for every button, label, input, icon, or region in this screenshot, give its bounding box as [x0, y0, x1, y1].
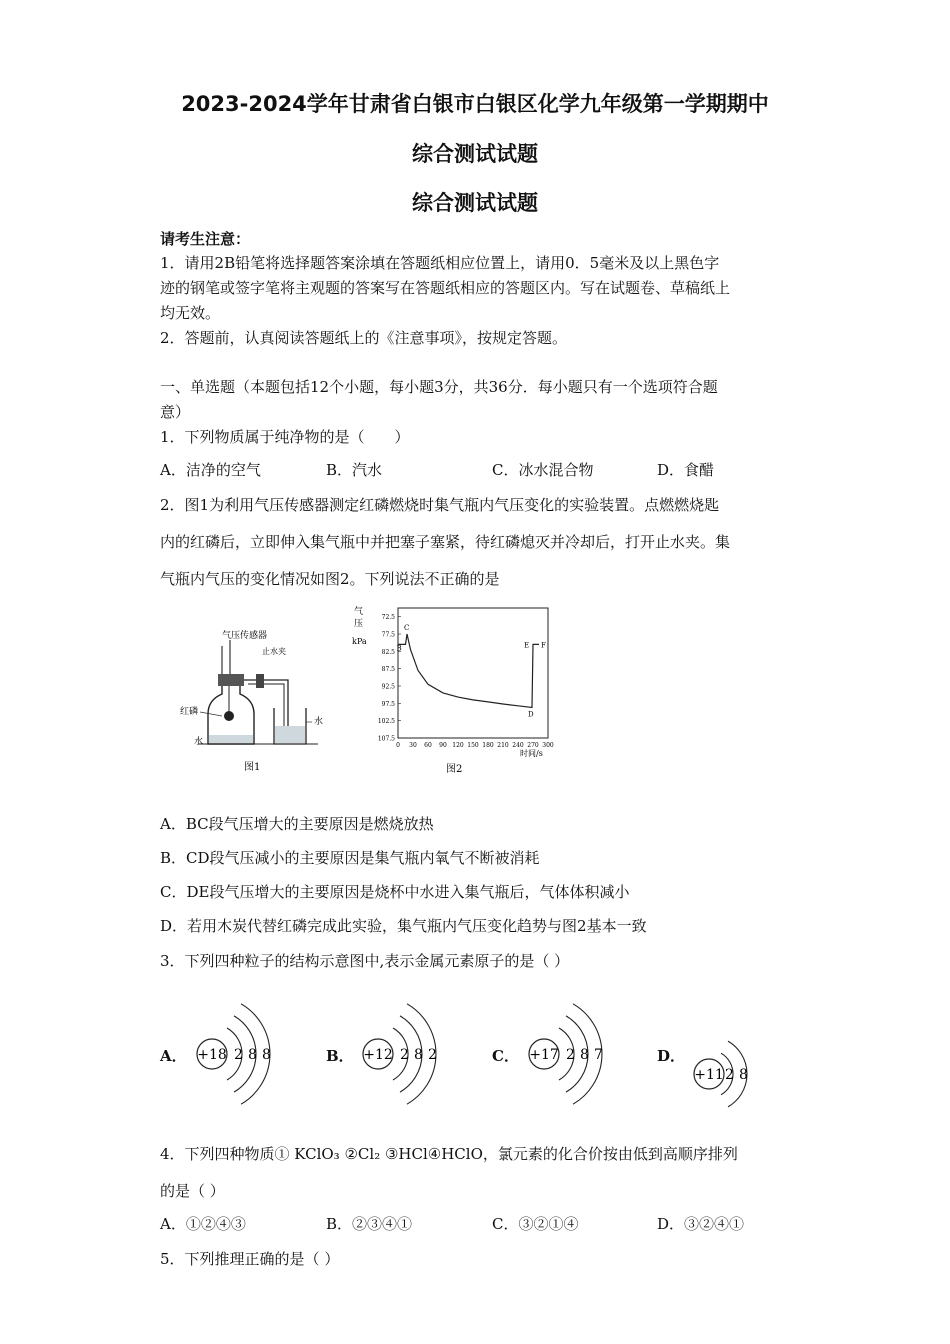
- q2-option-a: A．BC段气压增大的主要原因是燃烧放热: [160, 815, 434, 833]
- q2-stem-line3: 气瓶内气压的变化情况如图2。下列说法不正确的是: [160, 570, 500, 588]
- q1-option-d: D．食醋: [657, 461, 715, 479]
- chart-yunit: kPa: [352, 637, 367, 646]
- shell-electron-count: 8: [580, 1047, 589, 1063]
- nucleus-charge: +11: [694, 1067, 724, 1083]
- q4-option-c: C．③②①④: [492, 1215, 579, 1233]
- nucleus-charge: +12: [363, 1047, 393, 1063]
- water-left-label: 水: [194, 737, 204, 747]
- q4-option-d: D．③②④①: [657, 1215, 745, 1233]
- q3-option-label-d: D．: [657, 1047, 686, 1065]
- x-tick-label: 180: [482, 742, 494, 749]
- nucleus-charge: +17: [529, 1047, 559, 1063]
- y-tick-label: 87.5: [381, 666, 395, 674]
- q4-option-a: A．①②④③: [160, 1215, 246, 1233]
- q2-option-d: D．若用木炭代替红磷完成此实验，集气瓶内气压变化趋势与图2基本一致: [160, 917, 647, 935]
- y-tick-label: 97.5: [381, 700, 395, 708]
- point-label-c: C: [404, 624, 410, 632]
- x-tick-label: 300: [542, 742, 554, 749]
- shell-electron-count: 2: [400, 1047, 409, 1063]
- q1-option-b: B．汽水: [326, 461, 383, 479]
- pressure-chart: [352, 604, 562, 776]
- nucleus-charge: +18: [197, 1047, 227, 1063]
- shell-electron-count: 8: [262, 1047, 271, 1063]
- bottle-water: [209, 735, 253, 743]
- q2-stem-line1: 2．图1为利用气压传感器测定红磷燃烧时集气瓶内气压变化的实验装置。点燃燃烧匙: [160, 496, 720, 514]
- q1-option-a: A．洁净的空气: [160, 461, 261, 479]
- shell-electron-count: 2: [428, 1047, 437, 1063]
- q3-stem: 3．下列四种粒子的结构示意图中,表示金属元素原子的是（ ）: [160, 952, 570, 970]
- sensor-label: 气压传感器: [222, 631, 268, 641]
- point-label-d: D: [528, 710, 534, 719]
- exam-title-line3: 综合测试试题: [412, 191, 538, 215]
- q3-option-label-a: A．: [160, 1047, 187, 1065]
- notice-item1-line3: 均无效。: [160, 304, 221, 322]
- point-label-b: B: [396, 644, 402, 653]
- y-tick-label: 102.5: [377, 718, 395, 726]
- q1-stem: 1．下列物质属于纯净物的是（ ）: [160, 428, 410, 446]
- q4-stem-line1: 4．下列四种物质① KClO₃ ②Cl₂ ③HCl④HClO，氯元素的化合价按由低到高顺序排列: [160, 1145, 738, 1163]
- phosphorus-label: 红磷: [180, 707, 199, 717]
- shell-electron-count: 2: [725, 1067, 734, 1083]
- shell-electron-count: 8: [414, 1047, 423, 1063]
- y-tick-label: 82.5: [381, 648, 395, 656]
- notice-item2: 2．答题前，认真阅读答题纸上的《注意事项》，按规定答题。: [160, 329, 568, 347]
- exam-title-line2: 综合测试试题: [412, 142, 538, 166]
- shell-electron-count: 7: [594, 1047, 603, 1063]
- x-tick-label: 0: [396, 742, 400, 749]
- shell-electron-count: 2: [566, 1047, 575, 1063]
- connecting-tube: [244, 680, 288, 732]
- rubber-stopper: [218, 674, 244, 686]
- atom-diagram-a: [192, 990, 302, 1120]
- y-tick-label: 72.5: [381, 614, 395, 622]
- x-tick-label: 30: [409, 742, 417, 749]
- x-tick-label: 210: [497, 742, 509, 749]
- notice-heading: 请考生注意：: [160, 230, 251, 248]
- y-tick-label: 92.5: [381, 683, 395, 691]
- section1-heading-line1: 一、单选题（本题包括12个小题，每小题3分，共36分．每小题只有一个选项符合题: [160, 378, 718, 396]
- y-tick-label: 107.5: [377, 735, 395, 743]
- q3-option-label-b: B．: [326, 1047, 354, 1065]
- pressure-series-line: [398, 634, 539, 708]
- x-tick-label: 240: [512, 742, 524, 749]
- point-label-f: F: [541, 641, 546, 650]
- fig2-caption: 图2: [446, 764, 463, 775]
- x-tick-label: 120: [452, 742, 464, 749]
- chart-ylabel-line1: 气: [354, 607, 364, 617]
- chart-ylabel-line2: 压: [354, 619, 364, 629]
- q4-stem-line2: 的是（ ）: [160, 1182, 225, 1200]
- shell-electron-count: 8: [739, 1067, 748, 1083]
- chart-xlabel: 时间/s: [520, 749, 543, 758]
- section1-heading-line2: 意）: [160, 403, 191, 421]
- x-tick-label: 90: [439, 742, 447, 749]
- water-right-label: 水: [314, 717, 324, 727]
- q2-stem-line2: 内的红磷后，立即伸入集气瓶中并把塞子塞紧，待红磷熄灭并冷却后，打开止水夹。集: [160, 533, 731, 551]
- point-label-e: E: [524, 641, 530, 650]
- fig1-caption: 图1: [244, 762, 261, 773]
- shell-electron-count: 2: [234, 1047, 243, 1063]
- y-tick-label: 77.5: [381, 631, 395, 639]
- q2-option-b: B．CD段气压减小的主要原因是集气瓶内氧气不断被消耗: [160, 849, 540, 867]
- x-tick-label: 150: [467, 742, 479, 749]
- atom-diagram-d: [689, 1010, 799, 1140]
- atom-diagram-b: [358, 990, 468, 1120]
- q3-option-label-c: C．: [492, 1047, 519, 1065]
- q4-option-b: B．②③④①: [326, 1215, 413, 1233]
- apparatus-figure: [178, 622, 338, 774]
- q1-option-c: C．冰水混合物: [492, 461, 594, 479]
- shell-electron-count: 8: [248, 1047, 257, 1063]
- x-tick-label: 60: [424, 742, 432, 749]
- q5-stem: 5．下列推理正确的是（ ）: [160, 1250, 340, 1268]
- notice-item1-line1: 1．请用2B铅笔将选择题答案涂填在答题纸相应位置上，请用0．5毫米及以上黑色字: [160, 254, 720, 272]
- atom-diagram-c: [524, 990, 634, 1120]
- clamp-label: 止水夹: [262, 647, 286, 656]
- notice-item1-line2: 迹的钢笔或签字笔将主观题的答案写在答题纸相应的答题区内。写在试题卷、草稿纸上: [160, 279, 731, 297]
- q2-option-c: C．DE段气压增大的主要原因是烧杯中水进入集气瓶后，气体体积减小: [160, 883, 630, 901]
- x-tick-label: 270: [527, 742, 539, 749]
- red-phosphorus-icon: [224, 711, 234, 721]
- water-clamp-icon: [256, 674, 264, 688]
- exam-title-line1: 2023-2024学年甘肃省白银市白银区化学九年级第一学期期中: [181, 92, 769, 116]
